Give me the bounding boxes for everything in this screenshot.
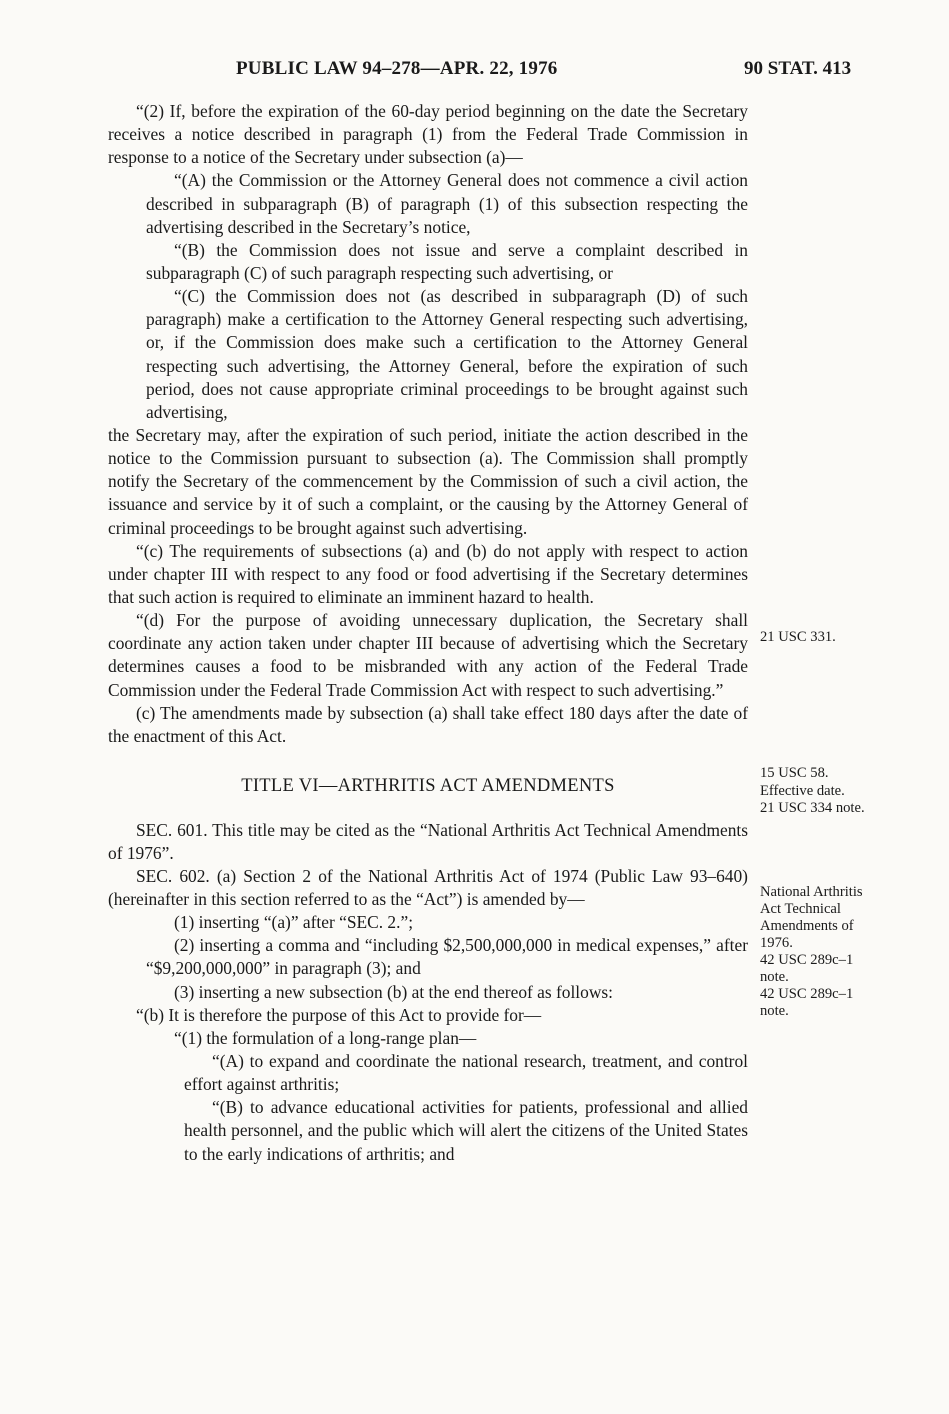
section-602-label: SEC. 602. — [136, 865, 210, 886]
subsection-c: “(c) The requirements of subsections (a) and (b) do not apply with respect to action under chapter III with respect to any food or food advertising if the Secretary determines that such action is required to eliminate an imminent hazard to health. — [108, 540, 748, 607]
page-header — [0, 58, 949, 82]
section-601-text: This title may be cited as the “National Arthritis Act Technical Amendments of 1976”. — [108, 819, 748, 863]
subsection-d: “(d) For the purpose of avoiding unnecessary duplication, the Secretary shall coordinate any action taken under chapter III because of advertising which the Secretary determines causes a food to be misbranded with any action of the Federal Trade Commission under the Federal Trade Commission Act with respect to such advertising.” — [108, 610, 748, 700]
subsection-b-item-1: “(1) the formulation of a long-range plan— — [174, 1027, 477, 1048]
section-602 — [108, 865, 748, 911]
paragraph-secretary-may: the Secretary may, after the expiration of such period, initiate the action described in the notice to the Commission pursuant to subsection (a). The Commission shall promptly notify the Secretary of the commencement by the Commission of such a civil action, the issuance and service by it of such a complaint, or the causing by the Attorney General of criminal proceedings to be brought against such advertising. — [108, 424, 748, 538]
subparagraph-c: “(C) the Commission does not (as described in subparagraph (D) of such paragraph) make a certification to the Attorney General respecting such advertising, or, if the Commission does make such a certification to the Attorney General respecting such advertising, the Attorney General, before the expiration of such period, does not cause appropriate criminal proceedings to be brought against such advertising, — [146, 286, 748, 422]
margin-note: 21 USC 331. — [760, 629, 836, 645]
subsection-b-item-1a: “(A) to expand and coordinate the national research, treatment, and control effort against arthritis; — [184, 1050, 748, 1095]
margin-note: Act Technical — [760, 901, 841, 917]
amend-item-3: (3) inserting a new subsection (b) at the end thereof as follows: — [174, 981, 613, 1002]
margin-note: 21 USC 334 note. — [760, 800, 865, 816]
header-stat-number: 90 STAT. 413 — [744, 58, 852, 79]
margin-note: Effective date. — [760, 783, 845, 799]
document-body — [108, 100, 748, 1166]
margin-note: 42 USC 289c–1 — [760, 986, 854, 1002]
section-601 — [108, 819, 748, 865]
amend-item-1: (1) inserting “(a)” after “SEC. 2.”; — [174, 912, 414, 933]
amendments-effective: (c) The amendments made by subsection (a) shall take effect 180 days after the date of the enactment of this Act. — [108, 702, 748, 746]
paragraph-2: “(2) If, before the expiration of the 60-day period beginning on the date the Secretary receives a notice described in paragraph (1) from the Federal Trade Commission in response to a notice of the Secretary under subsection (a)— — [108, 101, 748, 168]
amend-item-2: (2) inserting a comma and “including $2,500,000,000 in medical expenses,” after “$9,200,000,000” in paragraph (3); and — [146, 935, 748, 979]
header-public-law: PUBLIC LAW 94–278—APR. 22, 1976 — [236, 58, 558, 79]
margin-note: 15 USC 58. — [760, 765, 829, 781]
section-602-text: (a) Section 2 of the National Arthritis Act of 1974 (Public Law 93–640) (hereinafter in this section referred to as the “Act”) is amended by— — [108, 865, 748, 909]
subparagraph-b: “(B) the Commission does not issue and serve a complaint described in subparagraph (C) of such paragraph respecting such advertising, or — [146, 239, 748, 283]
subparagraph-a: “(A) the Commission or the Attorney General does not commence a civil action described in subparagraph (B) of paragraph (1) of this subsection respecting the advertising described in the Secretary’s notice, — [146, 170, 748, 237]
margin-note: 42 USC 289c–1 — [760, 952, 854, 968]
margin-note: note. — [760, 1003, 789, 1019]
margin-note: 1976. — [760, 935, 793, 951]
margin-note: note. — [760, 969, 789, 985]
subsection-b-item-1b: “(B) to advance educational activities for patients, professional and allied health personnel, and the public which will alert the citizens of the United States to the early indications of arthritis; and — [184, 1097, 748, 1164]
section-601-label: SEC. 601. — [136, 819, 208, 840]
margin-note: Amendments of — [760, 918, 854, 934]
subsection-b: “(b) It is therefore the purpose of this Act to provide for— — [136, 1004, 542, 1025]
title-vi-heading: TITLE VI—ARTHRITIS ACT AMENDMENTS — [241, 775, 615, 796]
margin-note: National Arthritis — [760, 884, 863, 900]
